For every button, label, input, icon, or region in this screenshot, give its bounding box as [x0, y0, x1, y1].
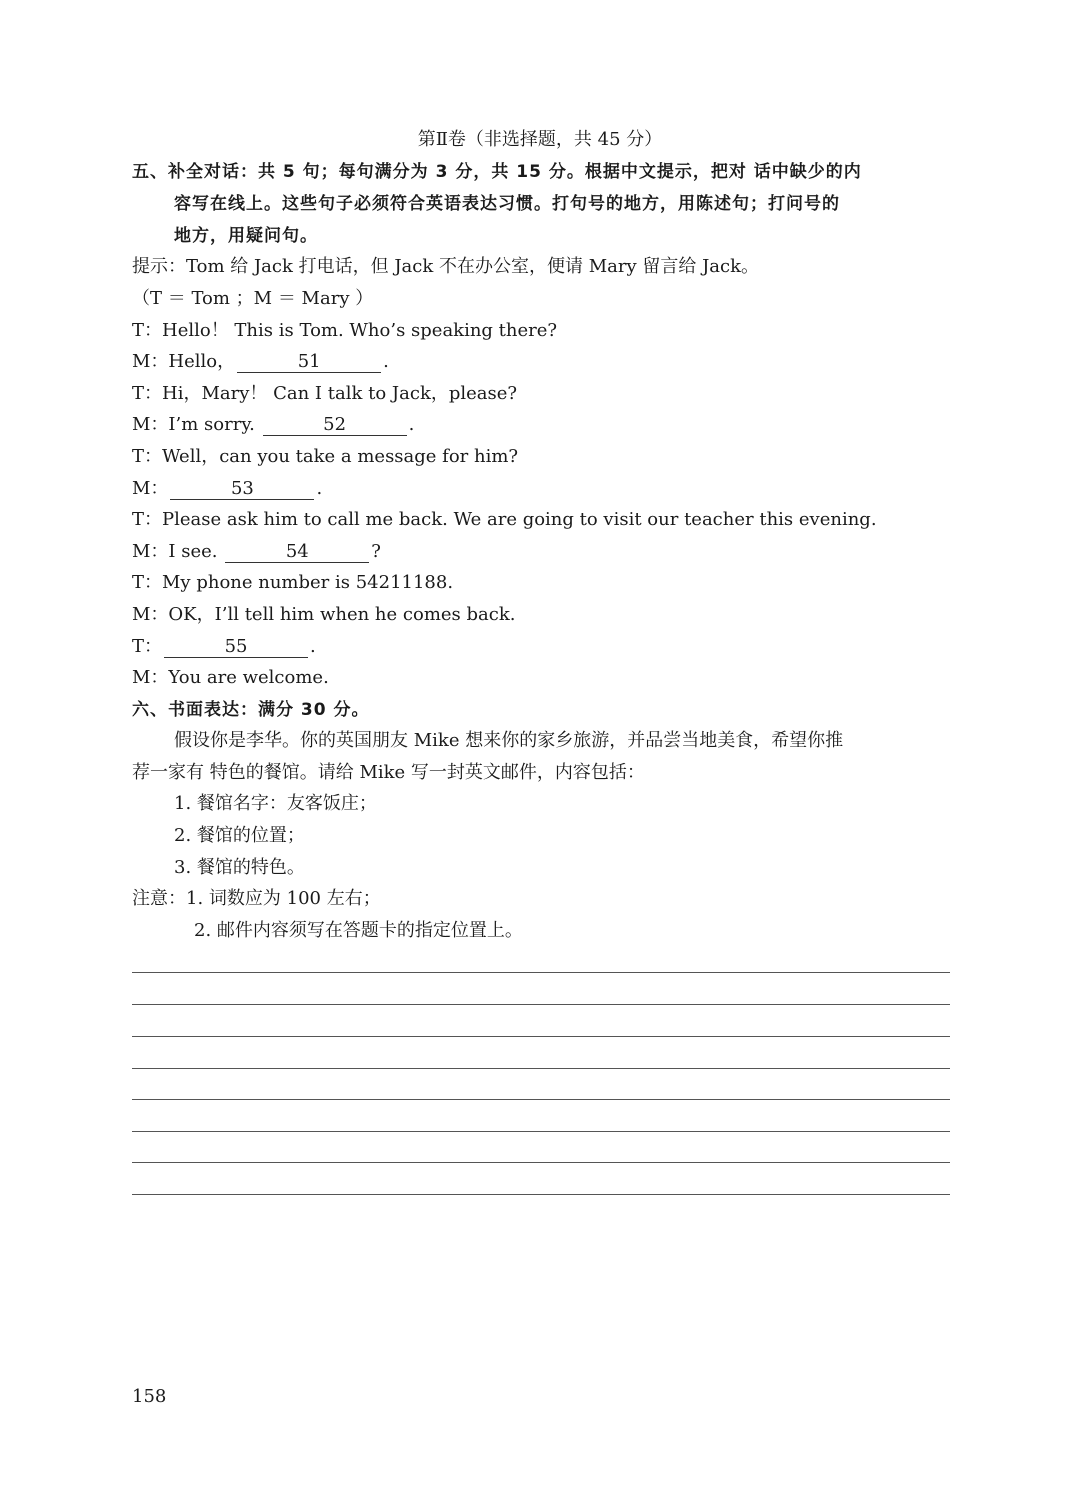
section5-heading-line2: 容写在线上。这些句子必须符合英语表达习惯。打句号的地方，用陈述句；打问号的	[174, 194, 840, 214]
dialogue-text: T：	[132, 636, 163, 657]
answer-writing-line[interactable]	[132, 972, 950, 973]
answer-writing-line[interactable]	[132, 1194, 950, 1195]
dialogue-line-2	[132, 349, 389, 375]
answer-writing-line[interactable]	[132, 1162, 950, 1163]
section5-heading-line3: 地方，用疑问句。	[174, 226, 318, 246]
dialogue-line-12: M：You are welcome.	[132, 667, 329, 688]
writing-note-1: 注意：1. 词数应为 100 左右；	[132, 888, 381, 909]
punctuation: .	[310, 636, 316, 657]
writing-item-2: 2. 餐馆的位置；	[174, 825, 305, 846]
answer-writing-line[interactable]	[132, 1068, 950, 1069]
writing-item-1: 1. 餐馆名字：友客饭庄；	[174, 793, 377, 814]
dialogue-line-4	[132, 412, 414, 438]
dialogue-line-3: T：Hi，Mary！ Can I talk to Jack，please?	[132, 383, 518, 404]
dialogue-roles: （T ＝ Tom ；M ＝ Mary ）	[132, 288, 374, 309]
dialogue-line-11	[132, 634, 316, 660]
dialogue-text: M：Hello，	[132, 351, 236, 372]
writing-prompt-line1: 假设你是李华。你的英国朋友 Mike 想来你的家乡旅游，并品尝当地美食，希望你推	[174, 730, 844, 751]
answer-writing-line[interactable]	[132, 1004, 950, 1005]
dialogue-line-1: T：Hello！ This is Tom. Who’s speaking there?	[132, 320, 558, 341]
answer-blank-54[interactable]: 54	[225, 542, 369, 563]
answer-writing-line[interactable]	[132, 1099, 950, 1100]
answer-blank-53[interactable]: 53	[170, 479, 314, 500]
punctuation: ?	[371, 541, 381, 562]
dialogue-line-7: T：Please ask him to call me back. We are going to visit our teacher this evening.	[132, 509, 877, 530]
dialogue-line-5: T：Well，can you take a message for him?	[132, 446, 519, 467]
writing-prompt-line2: 荐一家有 特色的餐馆。请给 Mike 写一封英文邮件，内容包括：	[132, 762, 645, 783]
answer-writing-line[interactable]	[132, 1131, 950, 1132]
answer-blank-51[interactable]: 51	[237, 352, 381, 373]
paper-title: 第Ⅱ卷（非选择题，共 45 分）	[417, 129, 663, 150]
punctuation: .	[383, 351, 389, 372]
dialogue-text: M：I see.	[132, 541, 218, 562]
answer-blank-55[interactable]: 55	[164, 637, 308, 658]
dialogue-line-8	[132, 539, 381, 565]
dialogue-text: M：	[132, 478, 169, 499]
dialogue-line-9: T：My phone number is 54211188.	[132, 572, 454, 593]
dialogue-line-6	[132, 476, 322, 502]
writing-item-3: 3. 餐馆的特色。	[174, 857, 305, 878]
section6-heading: 六、书面表达：满分 30 分。	[132, 700, 370, 720]
answer-writing-line[interactable]	[132, 1036, 950, 1037]
answer-blank-52[interactable]: 52	[263, 415, 407, 436]
punctuation: .	[408, 414, 415, 435]
section5-heading-line1: 五、补全对话：共 5 句；每句满分为 3 分，共 15 分。根据中文提示，把对 话中缺少的内	[132, 162, 862, 182]
dialogue-text: M：I’m sorry.	[132, 414, 255, 435]
dialogue-line-10: M：OK，I’ll tell him when he comes back.	[132, 604, 516, 625]
writing-note-2: 2. 邮件内容须写在答题卡的指定位置上。	[194, 920, 523, 941]
dialogue-hint: 提示：Tom 给 Jack 打电话，但 Jack 不在办公室，便请 Mary 留言给 Jack。	[132, 256, 760, 277]
punctuation: .	[316, 478, 323, 499]
page-number: 158	[132, 1386, 167, 1407]
